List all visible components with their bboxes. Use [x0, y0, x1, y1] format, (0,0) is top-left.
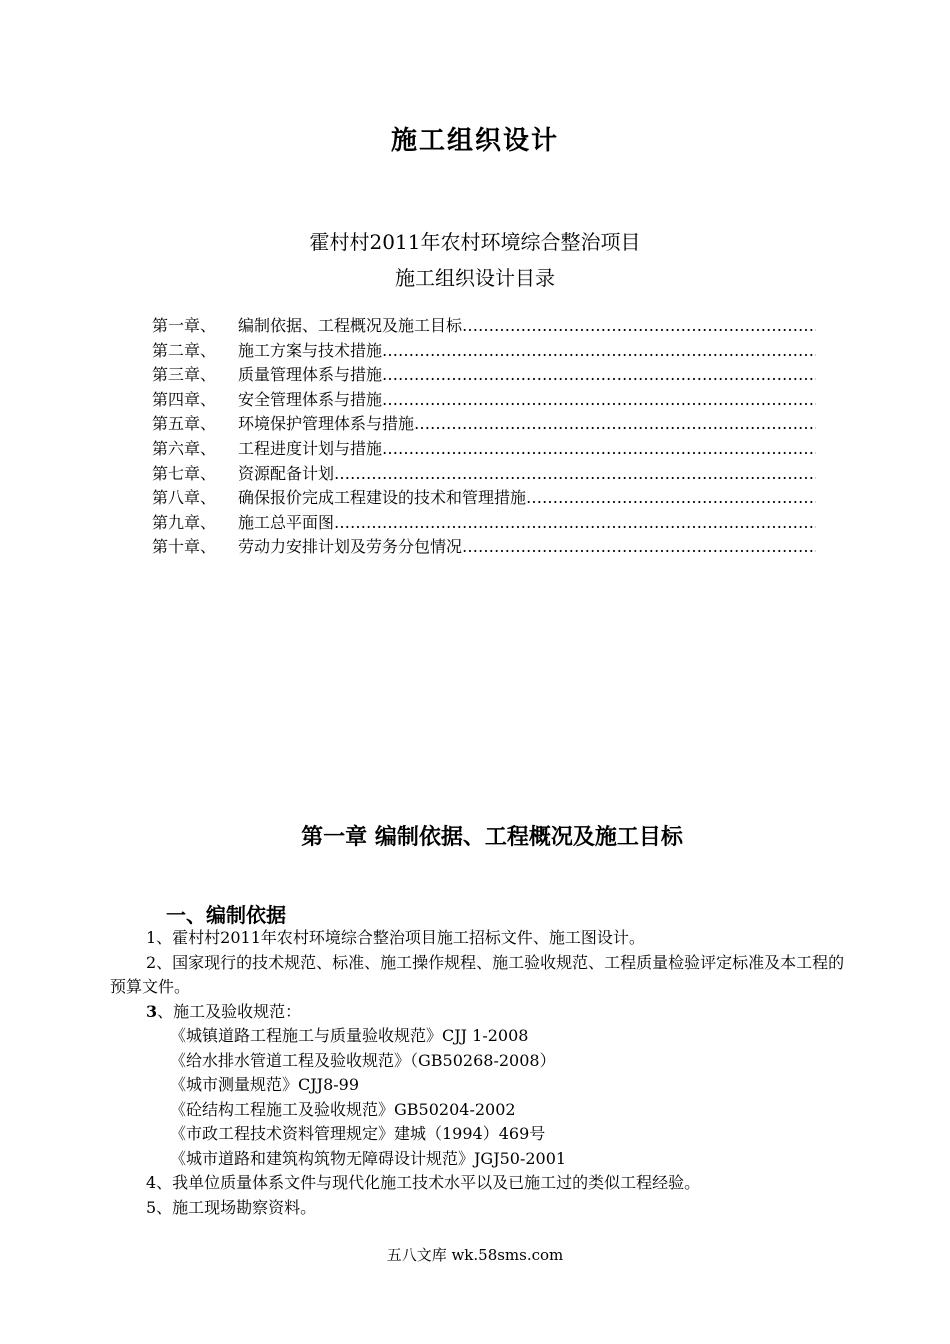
toc-leader-dots [462, 535, 816, 560]
toc-chapter-number: 第六章、 [152, 438, 217, 458]
toc-heading: 施工组织设计目录 [395, 266, 555, 290]
section-heading: 一、编制依据 [166, 903, 286, 927]
toc-chapter-title: 施工方案与技术措施 [238, 340, 383, 360]
toc-chapter-number: 第十章、 [152, 537, 217, 557]
basis-item-3-text: 、施工及验收规范： [157, 1001, 302, 1021]
standard-item: 《城市测量规范》CJJ8-99 [170, 1075, 360, 1094]
toc-chapter-title: 确保报价完成工程建设的技术和管理措施 [238, 488, 527, 508]
chapter-heading: 第一章 编制依据、工程概况及施工目标 [301, 825, 683, 850]
standard-item: 《给水排水管道工程及验收规范》（GB50268-2008） [170, 1050, 556, 1070]
toc-chapter-title: 资源配备计划 [238, 463, 335, 483]
toc-entry[interactable] [152, 437, 816, 462]
project-name: 霍村村2011年农村环境综合整治项目 [309, 230, 641, 254]
toc-chapter-title: 编制依据、工程概况及施工目标 [238, 316, 463, 335]
toc-entry[interactable] [152, 388, 816, 413]
basis-item-3 [110, 1000, 850, 1025]
toc-chapter-number: 第二章、 [152, 340, 217, 360]
toc-entry[interactable] [152, 511, 816, 536]
toc-chapter-number: 第四章、 [152, 389, 217, 409]
toc-leader-dots [382, 339, 816, 364]
toc-chapter-number: 第一章、 [152, 316, 217, 335]
toc-chapter-title: 质量管理体系与措施 [238, 365, 383, 385]
basis-item-5: 5、施工现场勘察资料。 [146, 1197, 317, 1217]
toc-leader-dots [462, 314, 816, 339]
standard-item: 《市政工程技术资料管理规定》建城（1994）469号 [170, 1124, 546, 1143]
standard-item: 《砼结构工程施工及验收规范》GB50204-2002 [170, 1099, 516, 1119]
toc-leader-dots [334, 462, 816, 487]
toc-leader-dots [382, 363, 816, 388]
page-footer: 五八文库 wk.58sms.com [386, 1246, 564, 1264]
basis-item-3-number: 3 [146, 1001, 158, 1021]
toc-entry[interactable] [152, 314, 816, 339]
toc-leader-dots [526, 486, 816, 511]
toc-leader-dots [334, 511, 816, 536]
toc-chapter-title: 安全管理体系与措施 [238, 389, 383, 409]
toc-entry[interactable] [152, 462, 816, 487]
toc-leader-dots [382, 388, 816, 413]
table-of-contents [152, 314, 816, 560]
basis-item-1: 1、霍村村2011年农村环境综合整治项目施工招标文件、施工图设计。 [146, 928, 645, 947]
toc-entry[interactable] [152, 535, 816, 560]
toc-chapter-number: 第三章、 [152, 365, 217, 385]
basis-item-4: 4、我单位质量体系文件与现代化施工技术水平以及已施工过的类似工程经验。 [146, 1173, 701, 1192]
toc-chapter-number: 第九章、 [152, 512, 217, 532]
toc-chapter-title: 环境保护管理体系与措施 [238, 414, 415, 434]
section-body [110, 926, 850, 1220]
toc-entry[interactable] [152, 363, 816, 388]
document-title: 施工组织设计 [390, 126, 559, 156]
toc-chapter-number: 第七章、 [152, 463, 217, 483]
standard-item: 《城镇道路工程施工与质量验收规范》CJJ 1-2008 [170, 1026, 529, 1045]
toc-chapter-title: 施工总平面图 [238, 512, 335, 532]
toc-chapter-number: 第五章、 [152, 414, 217, 434]
basis-item-2: 2、国家现行的技术规范、标准、施工操作规程、施工验收规范、工程质量检验评定标准及本工程的预算文件。 [110, 952, 845, 996]
toc-entry[interactable] [152, 339, 816, 364]
toc-leader-dots [382, 437, 816, 462]
toc-chapter-title: 劳动力安排计划及劳务分包情况 [238, 537, 463, 557]
standard-item: 《城市道路和建筑构筑物无障碍设计规范》JGJ50-2001 [170, 1148, 567, 1168]
toc-leader-dots [414, 412, 816, 437]
toc-chapter-title: 工程进度计划与措施 [238, 438, 383, 458]
toc-chapter-number: 第八章、 [152, 488, 217, 508]
toc-entry[interactable] [152, 486, 816, 511]
toc-entry[interactable] [152, 412, 816, 437]
